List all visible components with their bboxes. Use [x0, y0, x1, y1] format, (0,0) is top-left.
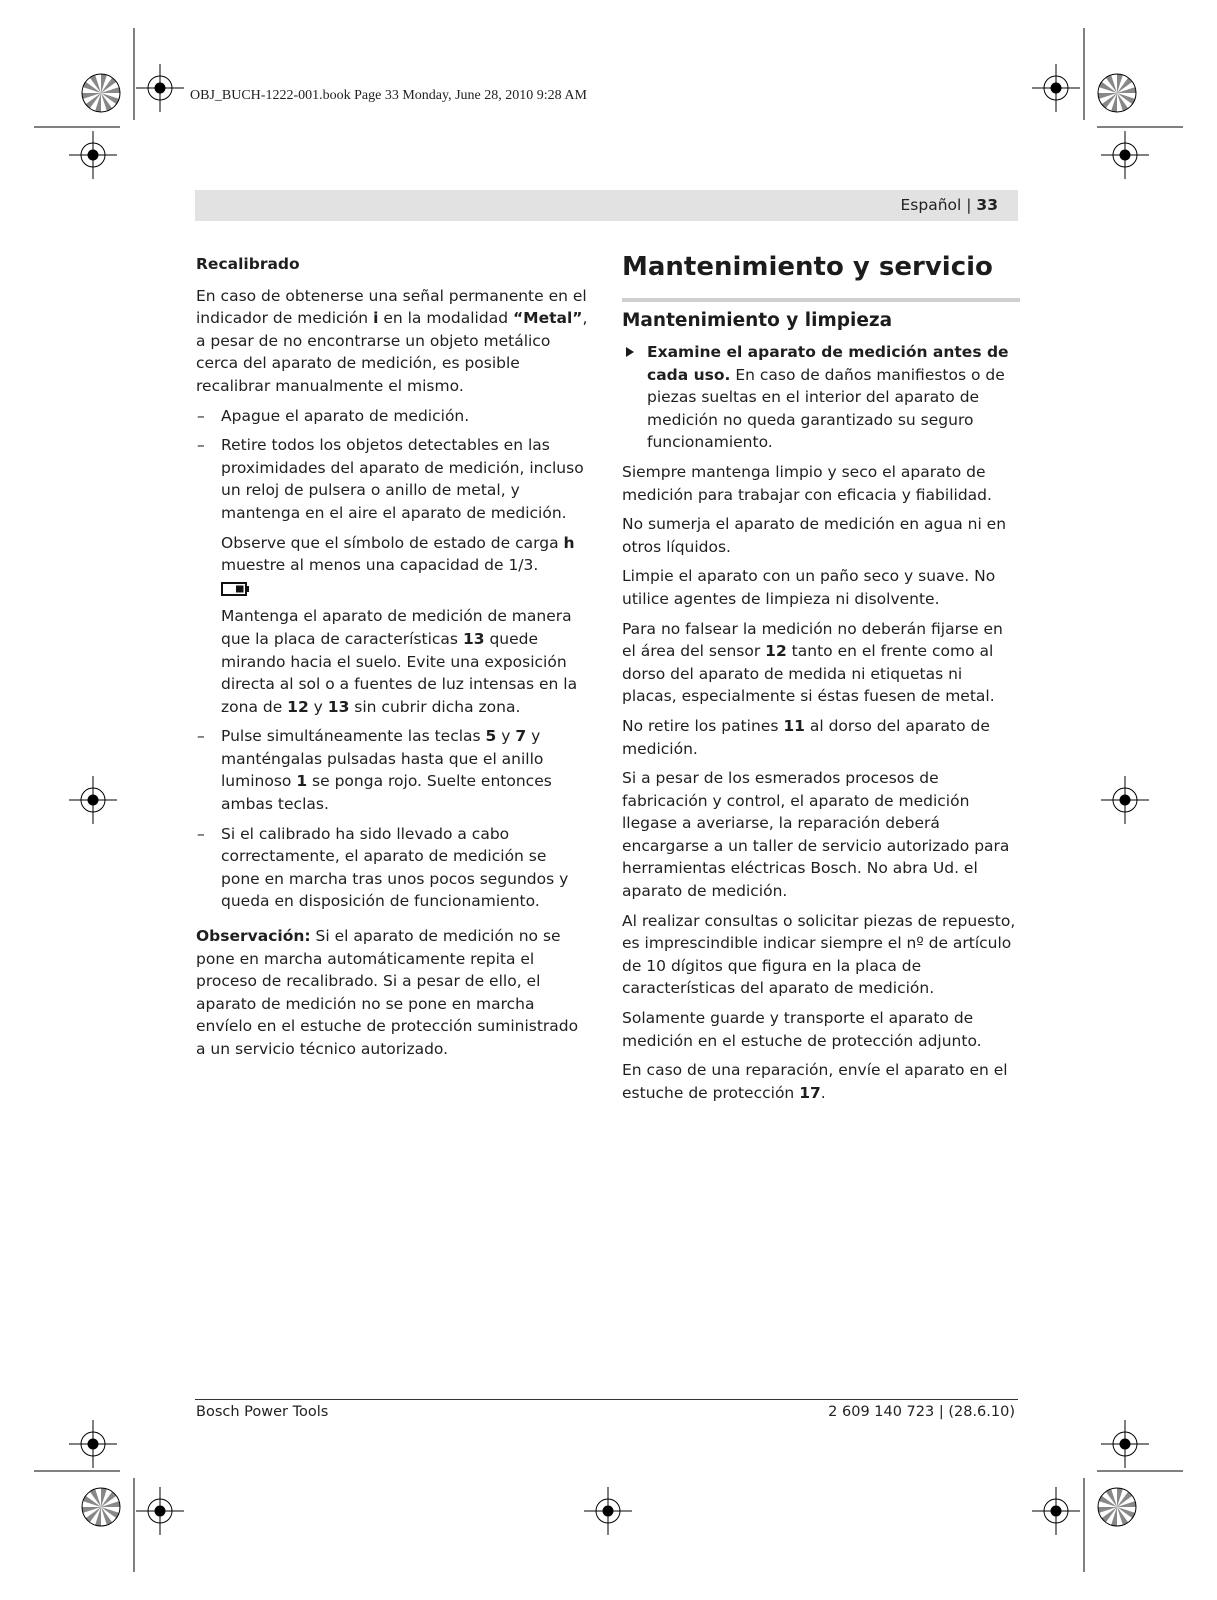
warning-inspect-before-use: Examine el aparato de medición antes de cada uso. En caso de daños manifiestos o de piezas sueltas en el interior del aparato de medición no queda garantizado su seguro funcionamiento.: [622, 341, 1020, 454]
header-separator: |: [966, 196, 972, 214]
battery-charge-icon: [221, 581, 251, 597]
step-calibration-done: – Si el calibrado ha sido llevado a cabo correctamente, el aparato de medición se pone en marcha tras unos pocos segundos y queda en disposición de funcionamiento.: [197, 824, 569, 911]
page-header-bar: [195, 190, 1018, 221]
recalibration-intro: En caso de obtenerse una señal permanente en el indicador de medición i en la modalidad “Metal”, a pesar de no encontrarse un objeto metálico cerca del aparato de medición, es posible recalibrar manualmente el mismo.: [196, 286, 588, 395]
header-label: [900, 196, 998, 214]
step-remove-objects: – Retire todos los objetos detectables en las proximidades del aparato de medición, incluso un reloj de pulsera o anillo de metal, y mantenga en el aire el aparato de medición.: [197, 436, 584, 522]
maintenance-paragraph: Si a pesar de los esmerados procesos de fabricación y control, el aparato de medición llegase a averiarse, la reparación deberá encargarse a un taller de servicio autorizado para herramientas eléctricas Bosch. No abra Ud. el aparato de medición.: [622, 769, 1010, 901]
page-number: 33: [976, 196, 998, 214]
step-switch-off: – Apague el aparato de medición.: [197, 406, 470, 425]
maintenance-paragraph: Para no falsear la medición no deberán fijarse en el área del sensor 12 tanto en el frente como al dorso del aparato de medida ni etiquetas ni placas, especialmente si éstas fuesen de metal.: [622, 619, 1003, 706]
maintenance-paragraph: No sumerja el aparato de medición en agua ni en otros líquidos.: [622, 515, 1007, 556]
header-language: Español: [900, 196, 962, 214]
maintenance-paragraph: Solamente guarde y transporte el aparato de medición en el estuche de protección adjunto.: [622, 1009, 982, 1050]
subsection-title: Mantenimiento y limpieza: [622, 310, 893, 331]
step-charge-note: Observe que el símbolo de estado de carga h muestre al menos una capacidad de 1/3.: [221, 533, 575, 575]
file-info-slug: OBJ_BUCH-1222-001.book Page 33 Monday, June 28, 2010 9:28 AM: [190, 88, 587, 103]
maintenance-paragraph: Limpie el aparato con un paño seco y suave. No utilice agentes de limpieza ni disolvente.: [622, 567, 996, 608]
recalibration-heading: Recalibrado: [196, 255, 300, 273]
footer-doc-number: 2 609 140 723 | (28.6.10): [828, 1404, 1015, 1420]
left-column: [196, 253, 590, 1061]
battery-icon-row: [196, 577, 590, 606]
maintenance-paragraph: Al realizar consultas o solicitar piezas de repuesto, es imprescindible indicar siempre el nº de artículo de 10 dígitos que figura en la placa de características del aparato de medición.: [622, 911, 1016, 998]
maintenance-paragraph: Siempre mantenga limpio y seco el aparato de medición para trabajar con eficacia y fiabilidad.: [622, 462, 992, 504]
observation-note: Observación: Si el aparato de medición no se pone en marcha automáticamente repita el proceso de recalibrado. Si a pesar de ello, el aparato de medición no se pone en marcha envíelo en el estuche de protección suministrado a un servicio técnico autorizado.: [196, 927, 579, 1058]
maintenance-paragraph: No retire los patines 11 al dorso del aparato de medición.: [622, 716, 990, 758]
maintenance-paragraph: En caso de una reparación, envíe el aparato en el estuche de protección 17.: [622, 1061, 1008, 1102]
bullet-arrow-icon: [626, 347, 634, 357]
footer-rule: [195, 1399, 1018, 1400]
section-divider: [622, 298, 1020, 302]
step-orientation-note: Mantenga el aparato de medición de manera que la placa de características 13 quede mirando hacia el suelo. Evite una exposición directa al sol o a fuentes de luz intensas en la zona de 12 y 13 sin cubrir dicha zona.: [221, 607, 578, 716]
section-title: Mantenimiento y servicio: [622, 252, 993, 282]
footer-brand: Bosch Power Tools: [196, 1404, 329, 1420]
step-press-keys: – Pulse simultáneamente las teclas 5 y 7 y manténgalas pulsadas hasta que el anillo luminoso 1 se ponga rojo. Suelte entonces ambas teclas.: [197, 727, 552, 814]
right-column: [622, 250, 1020, 1104]
